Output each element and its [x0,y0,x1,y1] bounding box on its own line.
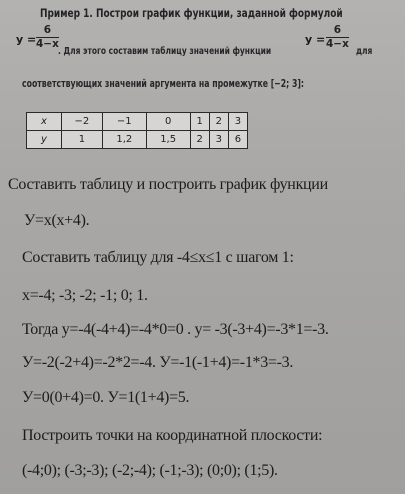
fraction-numerator: 6 [43,24,52,36]
task-line-2: У=х(х+4). [24,212,90,229]
table-cell: 2 [190,131,209,149]
fraction-denominator: 4−x [36,38,59,50]
table-cell: 6 [228,131,247,149]
task-line-1: Составить таблицу и построить график функции [8,176,328,193]
task-line-3: Составить таблицу для -4≤х≤1 с шагом 1: [22,249,294,266]
task-line-4: х=-4; -3; -2; -1; 0; 1. [22,287,148,304]
fraction-denominator-2: 4−x [326,38,349,50]
values-table [26,112,248,149]
task-text [0,176,405,494]
example-line2-suffix: для [356,46,373,57]
table-row-y [27,131,248,149]
example-line3: соответствующих значений аргумента на промежутке [−2; 3]: [22,78,305,90]
table-cell: 1 [190,113,209,131]
table-row-x [27,113,248,131]
table-header-x: x [27,113,62,131]
formula-y-label-2: y = [305,33,326,46]
table-cell: 1,5 [146,131,190,149]
table-cell: 3 [228,113,247,131]
table-cell: 0 [146,113,190,131]
example-heading: Пример 1. Построи график функции, заданной формулой [40,6,343,20]
task-line-5: Тогда у=-4(-4+4)=-4*0=0 . у= -3(-3+4)=-3*1=-3. [22,321,329,338]
table-cell: 2 [209,113,228,131]
table-cell: −2 [62,113,103,131]
task-line-6: У=-2(-2+4)=-2*2=-4. У=-1(-1+4)=-1*3=-3. [22,354,294,371]
table-cell: 3 [209,131,228,149]
table-header-y: y [27,131,62,149]
fraction-numerator-2: 6 [333,24,342,36]
table-cell: 1,2 [102,131,146,149]
formula-y-label: y = [16,33,37,46]
table-cell: 1 [62,131,103,149]
task-line-9: (-4;0); (-3;-3); (-2;-4); (-1;-3); (0;0); (1;5). [22,462,278,479]
example-line2-text: . Для этого составим таблицу значений функции [58,46,272,57]
task-line-8: Построить точки на координатной плоскости: [22,427,323,444]
task-line-7: У=0(0+4)=0. У=1(1+4)=5. [22,389,190,406]
printed-example [0,0,405,176]
table-cell: −1 [102,113,146,131]
formula-fraction-2 [326,25,349,50]
formula-fraction [36,25,59,50]
